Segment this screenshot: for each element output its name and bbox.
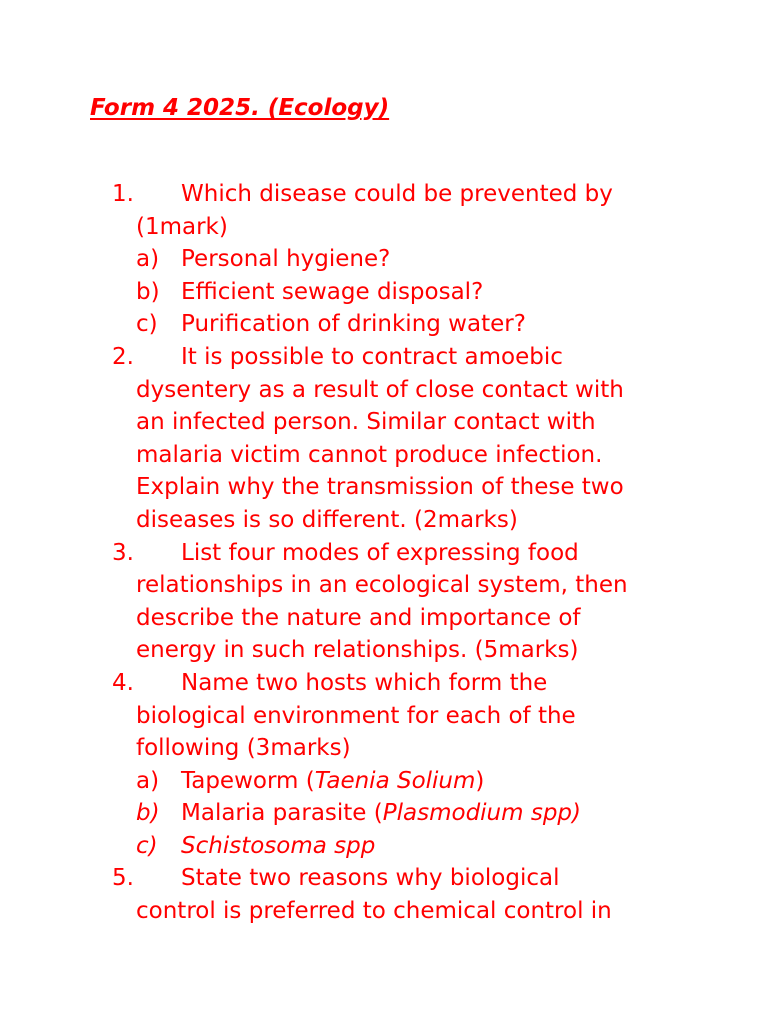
question-number: 5. <box>112 865 134 892</box>
subitem-label: b) <box>136 278 160 305</box>
question-text-line: relationships in an ecological system, then <box>136 572 628 599</box>
subitem-1b <box>112 276 712 309</box>
question-5 <box>112 862 712 895</box>
question-number: 1. <box>112 181 134 207</box>
subitem-text: Purification of drinking water? <box>181 311 526 338</box>
question-text-line: (1mark) <box>136 213 228 240</box>
subitem-label: a) <box>136 767 160 794</box>
document-title: Form 4 2025. (Ecology) <box>90 95 390 121</box>
subitem-1a <box>112 243 712 276</box>
question-text: Which disease could be prevented by <box>181 181 613 207</box>
question-text-line: biological environment for each of the <box>136 702 576 729</box>
question-text-line: an infected person. Similar contact with <box>136 409 596 436</box>
question-text: It is possible to contract amoebic <box>181 343 563 370</box>
question-text: Name two hosts which form the <box>181 669 548 696</box>
subitem-4a <box>112 765 712 798</box>
subitem-text: Tapeworm ( <box>181 767 315 794</box>
subitem-text: Malaria parasite ( <box>181 800 383 827</box>
question-4 <box>112 667 712 700</box>
question-text: List four modes of expressing food <box>181 539 579 566</box>
species-name: Taenia Solium <box>314 767 476 794</box>
subitem-label: a) <box>136 246 160 273</box>
subitem-text-after: ) <box>475 767 485 794</box>
subitem-label: c) <box>136 832 158 859</box>
question-text: State two reasons why biological <box>181 865 560 892</box>
question-text-line: dysentery as a result of close contact with <box>136 376 624 403</box>
subitem-text: Personal hygiene? <box>181 246 391 273</box>
subitem-1c <box>112 308 712 341</box>
species-name: Schistosoma spp <box>181 832 376 859</box>
subitem-4c <box>112 830 712 863</box>
question-number: 3. <box>112 539 134 566</box>
subitem-label: c) <box>136 311 158 338</box>
subitem-label: b) <box>136 800 160 827</box>
question-list <box>112 178 712 928</box>
question-1 <box>112 178 712 211</box>
question-text-line: describe the nature and importance of <box>136 604 581 631</box>
subitem-text: Efficient sewage disposal? <box>181 278 484 305</box>
question-text-line: following (3marks) <box>136 735 351 762</box>
question-2 <box>112 341 712 374</box>
question-text-line: diseases is so different. (2marks) <box>136 506 518 533</box>
question-text-line: Explain why the transmission of these two <box>136 474 624 501</box>
question-number: 2. <box>112 343 134 370</box>
question-text-line: control is preferred to chemical control in <box>136 898 612 925</box>
question-3 <box>112 537 712 570</box>
subitem-4b <box>112 797 712 830</box>
species-name: Plasmodium spp) <box>382 800 582 827</box>
question-text-line: energy in such relationships. (5marks) <box>136 637 579 664</box>
question-number: 4. <box>112 669 134 696</box>
question-text-line: malaria victim cannot produce infection. <box>136 441 603 468</box>
